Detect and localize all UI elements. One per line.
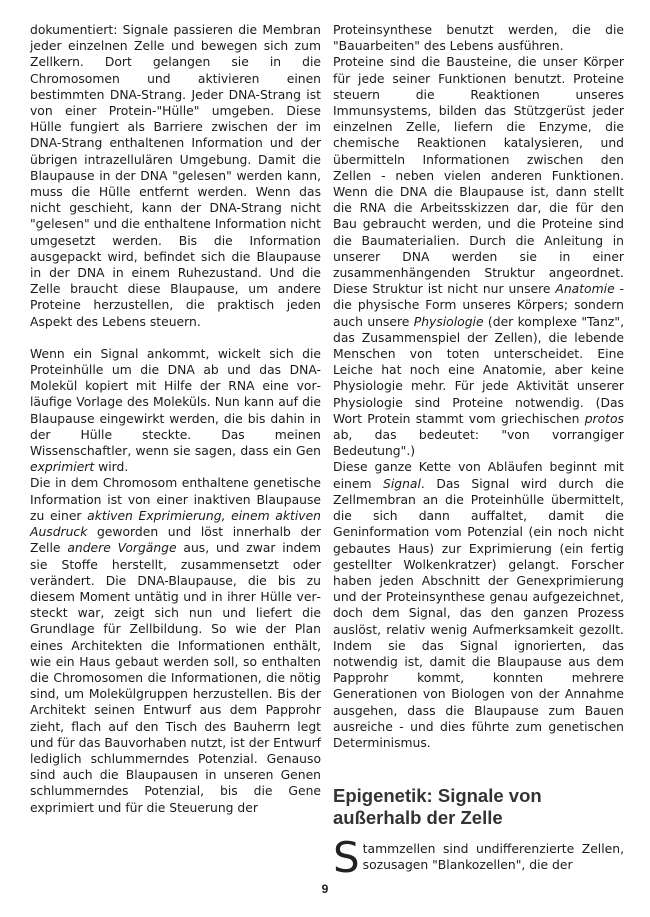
left-column [30,22,321,816]
right-column [333,22,624,883]
paragraph: Wenn ein Signal ankommt, wickelt sich die Proteinhülle um die DNA ab und das DNA-Molekül kopiert mit Hilfe der RNA eine vorläufige Vorlage des Moleküls. Nun kann auf die Blaupause eingewirkt werden, die bis dahin in der Hülle steckte. Das meinen Wissenschaftler, wenn sie sagen, dass ein Gen exprimiert wird. [30,346,321,475]
paragraph: Proteine sind die Bausteine, die unser Körper für jede seiner Funktionen benutzt. Proteine steuern die Reaktionen unseres Immunsystems, bilden das Stützgerüst jeder einzelnen Zelle, liefern die Enzyme, die chemische Reaktionen katalysieren, und übermitteln Informationen zwischen den Zellen - neben vielen anderen Funktionen. Wenn die DNA die Blaupause ist, dann stellt die RNA die Arbeitsskizzen dar, die für den Bau gebraucht werden, und die Proteine sind die Baumaterialien. Durch die Anleitung in unserer DNA werden sie in einer zusammenhängenden Struktur angeordnet. Diese Struktur ist nicht nur unsere Anatomie - die physische Form unseres Körpers; sondern auch unsere Physiologie (der komplexe "Tanz", das Zusammenspiel der Zellen), die lebende Menschen von toten unterscheidet. Eine Leiche hat noch eine Anatomie, aber keine Physiologie mehr. Für jede Aktivität unserer Physiologie sind Proteine notwendig. (Das Wort Protein stammt vom griechischen protos ab, das bedeutet: "von vorrangiger Bedeutung".) [333,55,624,459]
paragraph: dokumentiert: Signale passieren die Membran jeder einzelnen Zelle und bewegen sich zum Zellkern. Dort gelangen sie in die Chromosomen und aktivieren einen bestimmten DNA-Strang. Jeder DNA-Strang ist von einer Protein-"Hülle" umgeben. Diese Hülle fungiert als Barriere zwischen der im DNA-Strang enthaltenen Information und der übrigen intrazellulären Umgebung. Damit die Blaupause in der DNA "gelesen" werden kann, muss die Hülle entfernt werden. Wenn das nicht geschieht, kann der DNA-Strang nicht "gelesen" und die enthaltene Information nicht umgesetzt werden. Bis die Information ausgepackt wird, befindet sich die Blaupause in der DNA in einem Ruhezustand. Und die Zelle braucht diese Blaupause, um andere Proteine herzustellen, die praktisch jeden Aspekt des Lebens steuern. [30,23,321,329]
page-number: 9 [321,882,329,896]
paragraph: Die in dem Chromosom enthaltene genetische Information ist von einer inaktiven Blaupause zu einer aktiven Exprimierung, einem aktiven Ausdruck geworden und löst innerhalb der Zelle andere Vorgänge aus, und zwar indem sie Stoffe herstellt, zusammensetzt oder verändert. Die DNA-Blaupause, die bis zu diesem Moment untätig und in ihrer Hülle versteckt war, zeigt sich nun und liefert die Grundlage für Zellbildung. So wie der Plan eines Architekten die Informationen enthält, wie ein Haus gebaut werden soll, so enthalten die Chromosomen die Informationen, die nötig sind, um Molekülgruppen herzustellen. Bis der Architekt seinen Entwurf aus dem Papprohr zieht, flach auf den Tisch des Bauherrn legt und für das Bauvorhaben nutzt, ist der Entwurf lediglich schlummerndes Potenzial. Genauso sind auch die Blaupausen in unseren Genen schlummerndes Potenzial, bis die Gene exprimiert und für die Steuerung der [30,476,321,815]
drop-cap: S [333,833,360,883]
paragraph: Proteinsynthese benutzt werden, die die "Bauarbeiten" des Lebens ausführen. [333,23,624,54]
paragraph: Stammzellen sind undifferenzierte Zellen, sozusagen "Blankozellen", die der [333,833,624,883]
paragraph: Diese ganze Kette von Abläufen beginnt mit einem Signal. Das Signal wird durch die Zellmembran an die Proteinhülle übermittelt, die sich dann auffaltet, damit die Geninformation vom Potenzial (ein noch nicht gebautes Haus) zur Exprimierung (ein fertig gestellter Wolkenkratzer) gelangt. Forscher haben jeden Abschnitt der Genexprimierung und der Proteinsynthese genau aufgezeichnet, doch dem Signal, das den ganzen Prozess auslöst, relativ wenig Aufmerksamkeit gezollt. Indem sie das Signal ignorierten, das notwendig ist, damit die Blaupause aus dem Papprohr kommt, konnten mehrere Generationen von Biologen von der Annahme ausgehen, dass die Blaupause zum Bauen ausreiche - und dies führte zum genetischen Determinismus. [333,460,624,750]
section-heading: Epigenetik: Signale von außerhalb der Zelle [333,785,542,829]
